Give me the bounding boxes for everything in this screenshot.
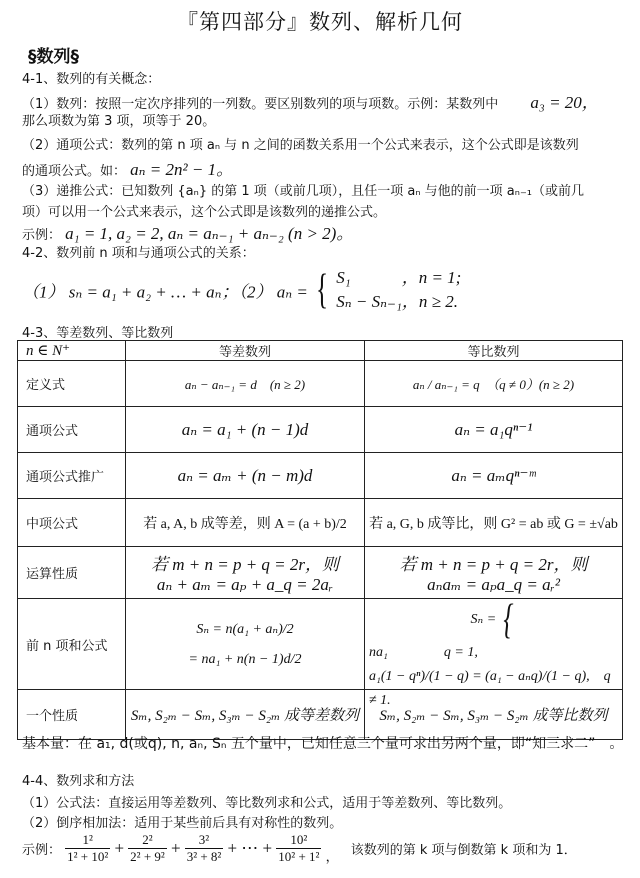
left-brace-icon: {	[316, 267, 329, 313]
row-label: 定义式	[18, 361, 126, 407]
page-title: 『第四部分』数列、解析几何	[177, 10, 463, 34]
arith-cell: 若 a, A, b 成等差，则 A = (a + b)/2	[126, 499, 365, 547]
para-reverse-add-method: （2）倒序相加法：适用于某些前后具有对称性的数列。	[22, 816, 343, 831]
case-row: a₁(1 − qⁿ)/(1 − q) = (a₁ − aₙq)/(1 − q), q ≠ 1.	[369, 669, 611, 708]
geo-cell	[365, 597, 623, 708]
table-header-cell: n ∈ N⁺	[18, 341, 126, 361]
arith-line: Sₙ = n(a₁ + aₙ)/2	[196, 621, 294, 637]
numerator: 2²	[128, 832, 167, 849]
para-general-term: （2）通项公式：数列的第 n 项 aₙ 与 n 之间的函数关系用一个公式来表示，这个公式即是该数列	[22, 138, 579, 153]
arith-cell	[126, 547, 365, 599]
geo-cell	[365, 547, 623, 599]
para-recursive-cont: 项）可以用一个公式来表示，这个公式即是该数列的递推公式。	[22, 205, 387, 220]
para-general-term-cont	[22, 155, 233, 180]
heading-4-4: 4-4、数列求和方法	[22, 774, 135, 789]
sequence-comparison-table	[17, 340, 623, 740]
example-label: 示例：	[22, 843, 62, 858]
math-sum-formula: （1） sₙ = a₁ + a₂ + … + aₙ；（2） aₙ =	[22, 282, 308, 302]
numerator: 3²	[185, 832, 224, 849]
row-label: 通项公式推广	[18, 453, 126, 499]
table-row	[18, 499, 623, 547]
table-row	[18, 453, 623, 499]
row-label: 前 n 项和公式	[18, 599, 126, 690]
geo-cell: aₙ = aₘqⁿ⁻ᵐ	[365, 453, 623, 499]
case-row: S₁ ，n = 1;	[336, 268, 462, 287]
plus-sign: +	[114, 838, 125, 858]
heading-4-2: 4-2、数列前 n 项和与通项公式的关系：	[22, 246, 255, 261]
reverse-add-example	[22, 832, 577, 865]
row-label: 中项公式	[18, 499, 126, 547]
denominator: 3² + 8²	[186, 849, 222, 864]
cases-block	[369, 641, 618, 708]
table-header-cell: 等比数列	[365, 341, 623, 361]
table-row	[18, 407, 623, 453]
geo-cell: aₙ = a₁qⁿ⁻¹	[365, 407, 623, 453]
math-recursive-example: a₁ = 1, a₂ = 2, aₙ = aₙ₋₁ + aₙ₋₂ (n > 2)。	[65, 224, 354, 243]
example-note: 该数列的第 k 项与倒数第 k 项和为 1．	[350, 843, 577, 858]
geo-cell: aₙ / aₙ₋₁ = q （q ≠ 0）(n ≥ 2)	[365, 361, 623, 407]
math-a3: a₃ = 20，	[530, 93, 599, 112]
table-header-cell: 等差数列	[126, 341, 365, 361]
comma: ，	[325, 850, 339, 865]
math-general-term-example: aₙ = 2n² − 1。	[130, 160, 234, 179]
para-text: 的通项公式。如：	[22, 164, 127, 179]
section-heading: §数列§	[28, 47, 79, 67]
arith-cell: aₙ = aₘ + (n − m)d	[126, 453, 365, 499]
ellipsis: + ⋯ +	[227, 838, 273, 858]
arith-line: = na₁ + n(n − 1)d/2	[188, 651, 302, 667]
arith-cell: aₙ = a₁ + (n − 1)d	[126, 407, 365, 453]
basic-quantities-note: 基本量：在 a₁, d(或q), n, aₙ, Sₙ 五个量中，已知任意三个量可求出另两个量，即“知三求二” 。	[22, 736, 624, 752]
geo-cell: Sₘ, S₂ₘ − Sₘ, S₃ₘ − S₂ₘ 成等比数列	[365, 690, 623, 740]
arith-line: aₙ + aₘ = aₚ + a_q = 2aᵣ	[156, 575, 334, 594]
para-formula-method: （1）公式法：直接运用等差数列、等比数列求和公式，适用于等差数列、等比数列。	[22, 796, 512, 811]
para-recursive-example	[22, 219, 353, 244]
fraction-term	[65, 832, 110, 865]
left-brace-icon: {	[503, 597, 514, 643]
fraction-term	[276, 832, 321, 865]
denominator: 1² + 10²	[67, 849, 109, 864]
para-text: （1）数列：按照一定次序排列的一列数。要区别数列的项与项数。示例：某数列中	[22, 97, 499, 112]
table-row	[18, 547, 623, 599]
cases-block	[336, 266, 461, 314]
denominator: 10² + 1²	[278, 849, 320, 864]
geo-line: 若 m + n = p + q = 2r，则	[399, 555, 588, 574]
case-row: na₁ q = 1,	[369, 645, 478, 660]
arith-cell: Sₘ, S₂ₘ − Sₘ, S₃ₘ − S₂ₘ 成等差数列	[126, 690, 365, 740]
table-row	[18, 361, 623, 407]
formula-sum-relation	[22, 266, 461, 314]
heading-4-3: 4-3、等差数列、等比数列	[22, 326, 174, 341]
numerator: 1²	[65, 832, 110, 849]
para-recursive: （3）递推公式：已知数列 {aₙ} 的第 1 项（或前几项），且任一项 aₙ 与他的前一项 aₙ₋₁（或前几	[22, 184, 585, 199]
table-row	[18, 690, 623, 740]
arith-cell: aₙ − aₙ₋₁ = d (n ≥ 2)	[126, 361, 365, 407]
denominator: 2² + 9²	[130, 849, 165, 864]
arith-line: 若 m + n = p + q = 2r，则	[150, 555, 340, 574]
fraction-term	[128, 832, 167, 865]
sn-label: Sₙ =	[470, 612, 497, 628]
plus-sign: +	[170, 838, 181, 858]
fraction-term	[185, 832, 224, 865]
case-row: Sₙ − Sₙ₋₁，n ≥ 2.	[336, 292, 459, 311]
numerator: 10²	[276, 832, 321, 849]
geo-cell: 若 a, G, b 成等比，则 G² = ab 或 G = ±√ab	[365, 499, 623, 547]
example-label: 示例：	[22, 228, 62, 243]
arith-cell	[126, 599, 365, 690]
geo-line: aₙaₘ = aₚa_q = aᵣ²	[427, 575, 560, 594]
row-label: 运算性质	[18, 547, 126, 599]
table-row	[18, 599, 623, 690]
para-sequence-def-cont: 那么项数为第 3 项，项等于 20。	[22, 114, 216, 129]
heading-4-1: 4-1、数列的有关概念：	[22, 72, 161, 87]
row-label: 通项公式	[18, 407, 126, 453]
row-label: 一个性质	[18, 690, 126, 740]
table-header-row	[18, 341, 623, 361]
